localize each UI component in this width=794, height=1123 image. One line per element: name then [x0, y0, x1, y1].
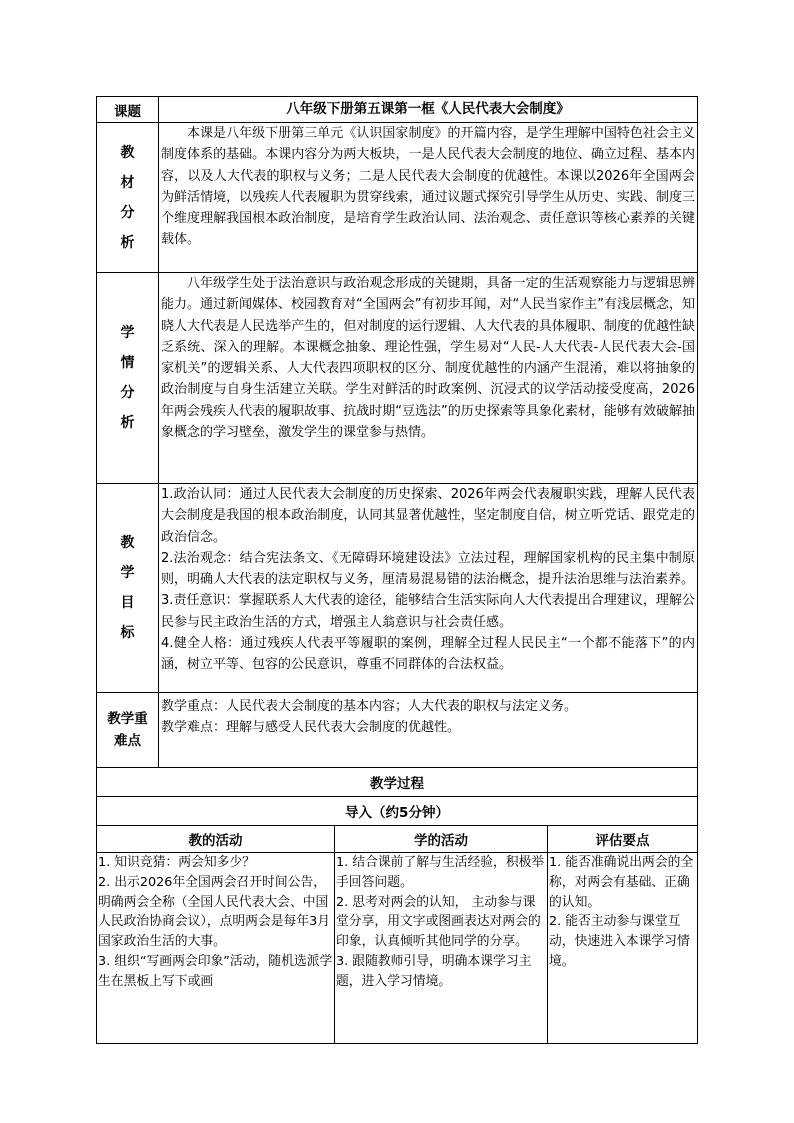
teaching-goals-label [97, 484, 159, 693]
teacher-step: 3. 组织“写画两会印象”活动，随机选派学生在黑板上写下或画 [98, 953, 333, 989]
student-activity-cell [335, 853, 548, 1044]
col-assessment: 评估要点 [548, 826, 698, 853]
teacher-activity-cell [97, 853, 335, 1044]
label-char: 学 [120, 325, 135, 341]
process-heading: 教学过程 [97, 768, 698, 797]
goal-item: 1.政治认同：通过人民代表大会制度的历史探索、2026年两会代表履职实践，理解人民代表大会制度是我国的根本政治制度，认同其显著优越性，坚定制度自信，树立听党话、跟党走的政治信念。 [161, 487, 696, 545]
title-label: 课题 [97, 97, 159, 123]
column-header-row [97, 826, 698, 853]
student-step: 2. 思考对两会的认知， 主动参与课堂分享，用文字或图画表达对两会的印象，认真倾听其他同学的分享。 [336, 894, 541, 950]
col-teacher-activity: 教的活动 [97, 826, 335, 853]
phase-row [97, 797, 698, 826]
label-char: 析 [120, 234, 135, 251]
key-points-label [97, 693, 159, 768]
goal-item: 3.责任意识：掌握联系人大代表的途径，能够结合生活实际向人大代表提出合理建议，理解公民参与民主政治生活的方式，增强主人翁意识与社会责任感。 [161, 593, 696, 630]
textbook-analysis-row [97, 123, 698, 273]
lesson-plan-table [96, 96, 698, 1044]
teaching-goals-row [97, 484, 698, 693]
label-char: 分 [120, 385, 135, 401]
assessment-point: 2. 能否主动参与课堂互动，快速进入本课学习情境。 [549, 914, 690, 969]
assessment-point: 1. 能否准确说出两会的全称，对两会有基础、正确的认知。 [549, 855, 694, 910]
label-char: 情 [120, 355, 135, 371]
key-points-text [159, 693, 698, 768]
paragraph: 本课是八年级下册第三单元《认识国家制度》的开篇内容，是学生理解中国特色社会主义制度体系的基础。本课内容分为两大板块，一是人民代表大会制度的地位、确立过程、基本内容，以及人大代表的职权与义务；二是人民代表大会制度的优越性。本课以2026年全国两会为鲜活情境，以残疾人代表履职为贯穿线索，通过议题式探究引导学生从历史、实践、制度三个维度理解我国根本政治制度，是培育学生政治认同、法治观念、责任意识等核心素养的关键载体。 [161, 126, 696, 248]
teacher-step: 1. 知识竞猜：两会知多少？ [98, 855, 256, 870]
assessment-cell [548, 853, 698, 1044]
lesson-plan-page [96, 96, 697, 1044]
teaching-focus: 教学重点：人民代表大会制度的基本内容；人大代表的职权与法定义务。 [161, 699, 578, 714]
label-char: 分 [120, 204, 135, 221]
student-step: 3. 跟随教师引导，明确本课学习主题，进入学习情境。 [336, 953, 532, 989]
teaching-goals-text [159, 484, 698, 693]
key-points-row [97, 693, 698, 768]
col-student-activity: 学的活动 [335, 826, 548, 853]
process-heading-row [97, 768, 698, 797]
label-char: 标 [120, 625, 135, 641]
title-row [97, 97, 698, 123]
paragraph: 八年级学生处于法治意识与政治观念形成的关键期，具备一定的生活观察能力与逻辑思辨能力。通过新闻媒体、校园教育对“全国两会”有初步耳闻，对“人民当家作主”有浅层概念，知晓人大代表是人民选举产生的，但对制度的运行逻辑、人大代表的具体履职、制度的优越性缺乏系统、深入的理解。本课概念抽象、理论性强，学生易对“人民-人大代表-人民代表大会-国家机关”的逻辑关系、人大代表四项职权的区分、制度优越性的内涵产生混淆，难以将抽象的政治制度与自身生活建立关联。学生对鲜活的时政案例、沉浸式的议学活动接受度高，2026年两会残疾人代表的履职故事、抗战时期“豆选法”的历史探索等具象化素材，能够有效破解抽象概念的学习壁垒，激发学生的课堂参与热情。 [161, 276, 696, 441]
label-char: 学 [120, 565, 135, 581]
teaching-difficulty: 教学难点：理解与感受人民代表大会制度的优越性。 [161, 720, 461, 736]
label-line: 教学重 [107, 711, 148, 727]
label-line: 难点 [114, 733, 141, 749]
textbook-analysis-label [97, 123, 159, 273]
label-char: 目 [120, 595, 135, 611]
label-char: 教 [120, 535, 135, 551]
student-step: 1. 结合课前了解与生活经验，积极举手回答问题。 [336, 855, 545, 890]
activity-row [97, 853, 698, 1044]
student-analysis-label [97, 273, 159, 484]
goal-item: 4.健全人格：通过残疾人代表平等履职的案例，理解全过程人民民主“一个都不能落下”的内涵，树立平等、包容的公民意识，尊重不同群体的合法权益。 [161, 636, 696, 673]
student-analysis-row [97, 273, 698, 484]
label-char: 析 [120, 415, 135, 431]
label-char: 材 [120, 174, 135, 191]
lesson-title: 八年级下册第五课第一框《人民代表大会制度》 [159, 97, 698, 123]
textbook-analysis-text [159, 123, 698, 273]
student-analysis-text [159, 273, 698, 484]
goal-item: 2.法治观念：结合宪法条文、《无障碍环境建设法》立法过程，理解国家机构的民主集中制原则，明确人大代表的法定职权与义务，厘清易混易错的法治概念，提升法治思维与法治素养。 [161, 550, 696, 588]
teacher-step: 2. 出示2026年全国两会召开时间公告，明确两会全称（全国人民代表大会、中国人民政治协商会议），点明两会是每年3月国家政治生活的大事。 [98, 874, 331, 950]
phase-heading: 导入（约5分钟） [97, 797, 698, 826]
label-char: 教 [120, 144, 135, 161]
